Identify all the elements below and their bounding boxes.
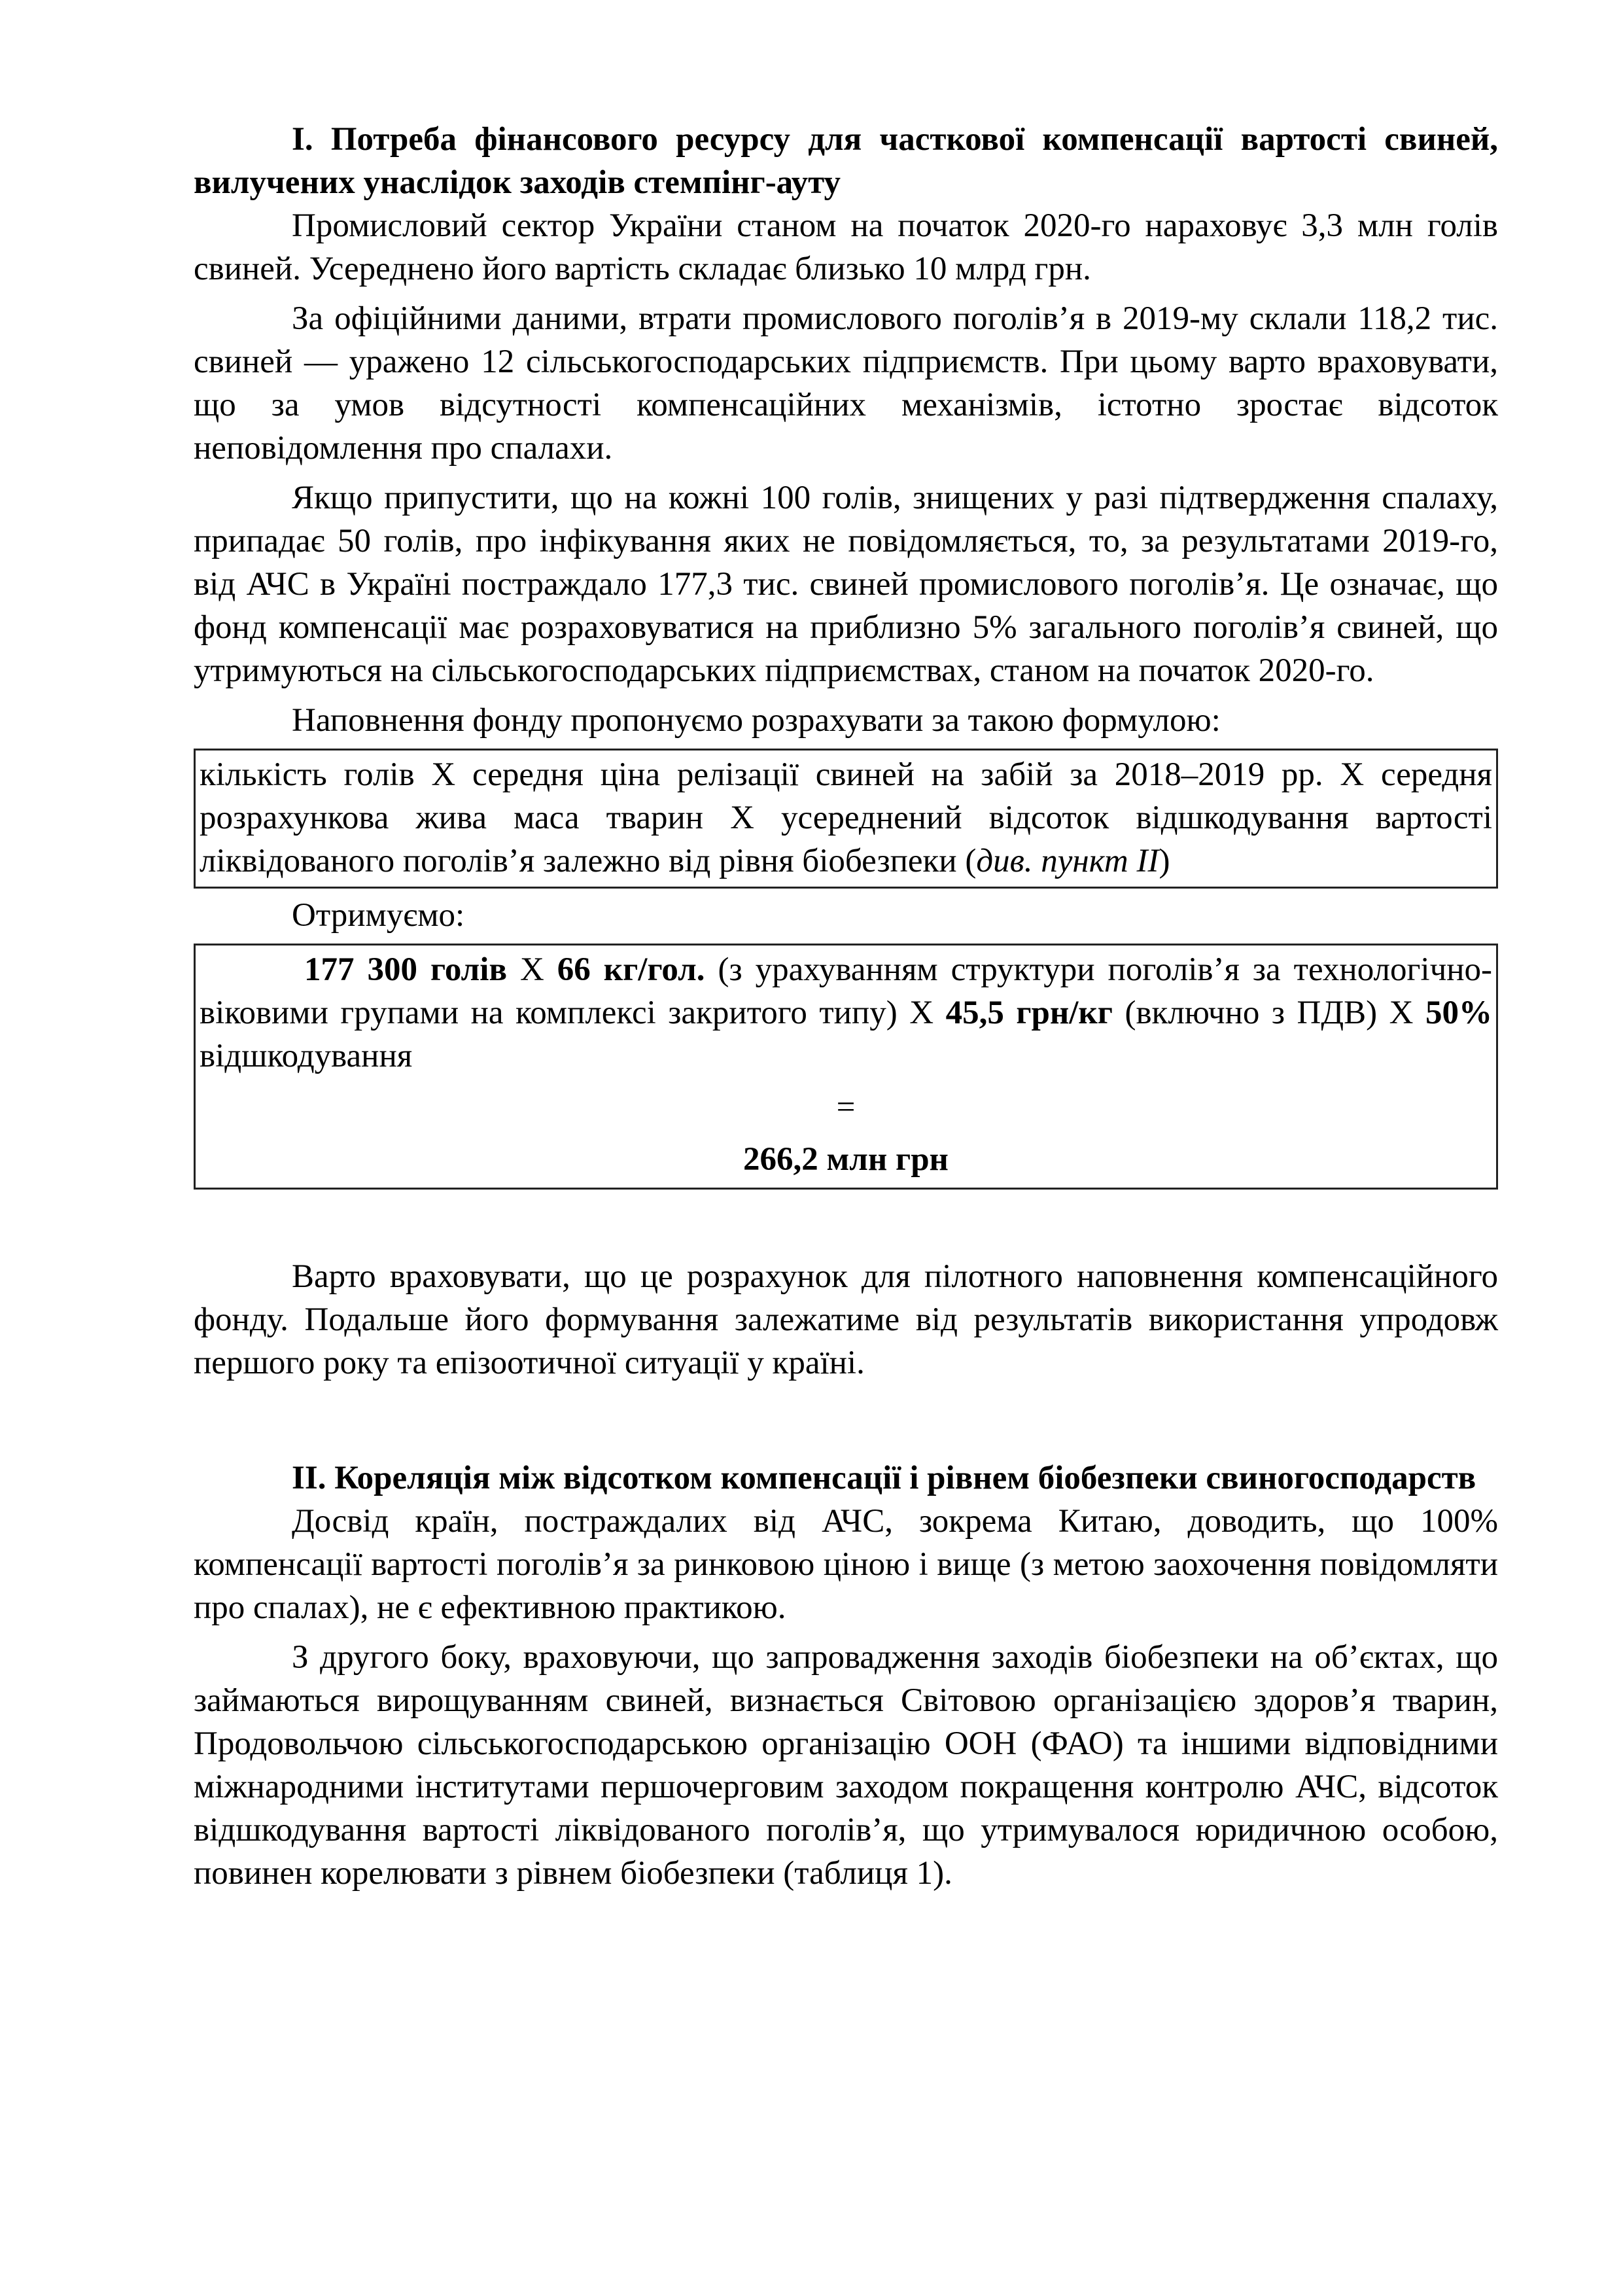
result-intro: Отримуємо: [292,897,465,934]
calculation-box [194,944,1498,1190]
paragraph-assumption: Якщо припустити, що на кожні 100 голів, знищених у разі підтвердження спалаху, припадає 50 голів, про інфікування яких не повідомляється, то, за результатами 2019-го, від АЧС в Україні постраждало 177,3 тис. свиней промислового поголів’я. Це означає, що фонд компенсації має розраховуватися на приблизно 5% загального поголів’я свиней, що утримуються на сільськогосподарських підприємствах, станом на початок 2020-го. [194,480,1498,689]
document-page [194,118,1498,1901]
calc-percent: 50% [1425,995,1492,1031]
calc-price: 45,5 грн/кг [945,995,1113,1031]
calc-weight: 66 кг/гол. [557,951,705,988]
formula-reference: див. пункт ІІ [976,843,1159,879]
section-2-heading: ІІ. Кореляція між відсотком компенсації і рівнем біобезпеки свиногосподарств [292,1460,1476,1496]
paragraph-industrial-sector: Промисловий сектор України станом на початок 2020-го нараховує 3,3 млн голів свиней. Усереднено його вартість складає близько 10 млрд грн. [194,207,1498,287]
calc-result [200,1138,1492,1181]
formula-text [200,753,1492,883]
calculation-text [200,948,1492,1078]
calc-percent-tail: відшкодування [200,1038,413,1074]
section-1-heading: І. Потреба фінансового ресурсу для часткової компенсації вартості свиней, вилучених унаслідок заходів стемпінг-ауту [194,121,1498,201]
paragraph-official-losses: За офіційними даними, втрати промислового поголів’я в 2019-му склали 118,2 тис. свиней — уражено 12 сільськогосподарських підприємств. При цьому варто враховувати, що за умов відсутності компенсаційних механізмів, істотно зростає відсоток неповідомлення про спалахи. [194,300,1498,467]
formula-box [194,749,1498,889]
paragraph-pilot-note: Варто враховувати, що це розрахунок для пілотного наповнення компенсаційного фонду. Подальше його формування залежатиме від результатів використання упродовж першого року та епізоотичної ситуації у країні. [194,1258,1498,1381]
calc-result-value: 266,2 млн грн [743,1141,949,1178]
paragraph-formula-intro: Наповнення фонду пропонуємо розрахувати за такою формулою: [292,702,1221,739]
paragraph-biosecurity-correlation: З другого боку, враховуючи, що запровадження заходів біобезпеки на об’єктах, що займаються вирощуванням свиней, визнається Світовою організацією здоров’я тварин, Продовольчою сільськогосподарською організацію ООН (ФАО) та іншими відповідними міжнародними інститутами першочерговим заходом покращення контролю АЧС, відсоток відшкодування вартості ліквідованого поголів’я, що утримувалося юридичною особою, повинен корелювати з рівнем біобезпеки (таблиця 1). [194,1639,1498,1892]
formula-close: ) [1159,843,1170,879]
formula-main: кількість голів Х середня ціна релізації свиней на забій за 2018–2019 рр. Х середня розрахункова жива маса тварин Х усереднений відсоток відшкодування вартості ліквідованого поголів’я залежно від рівня біобезпеки ( [200,756,1492,879]
calc-times-1: Х [507,951,557,988]
calc-vat-note: (включно з ПДВ) Х [1112,995,1425,1031]
paragraph-countries-experience: Досвід країн, постраждалих від АЧС, зокрема Китаю, доводить, що 100% компенсації вартості поголів’я за ринковою ціною і вище (з метою заохочення повідомляти про спалах), не є ефективною практикою. [194,1503,1498,1626]
calc-equals: = [836,1089,856,1125]
calc-structure-note: (з урахуванням структури поголів’я за технологічно-віковими групами на комплексі закритого типу) Х [200,951,1493,1031]
calc-heads: 177 300 голів [304,951,507,988]
